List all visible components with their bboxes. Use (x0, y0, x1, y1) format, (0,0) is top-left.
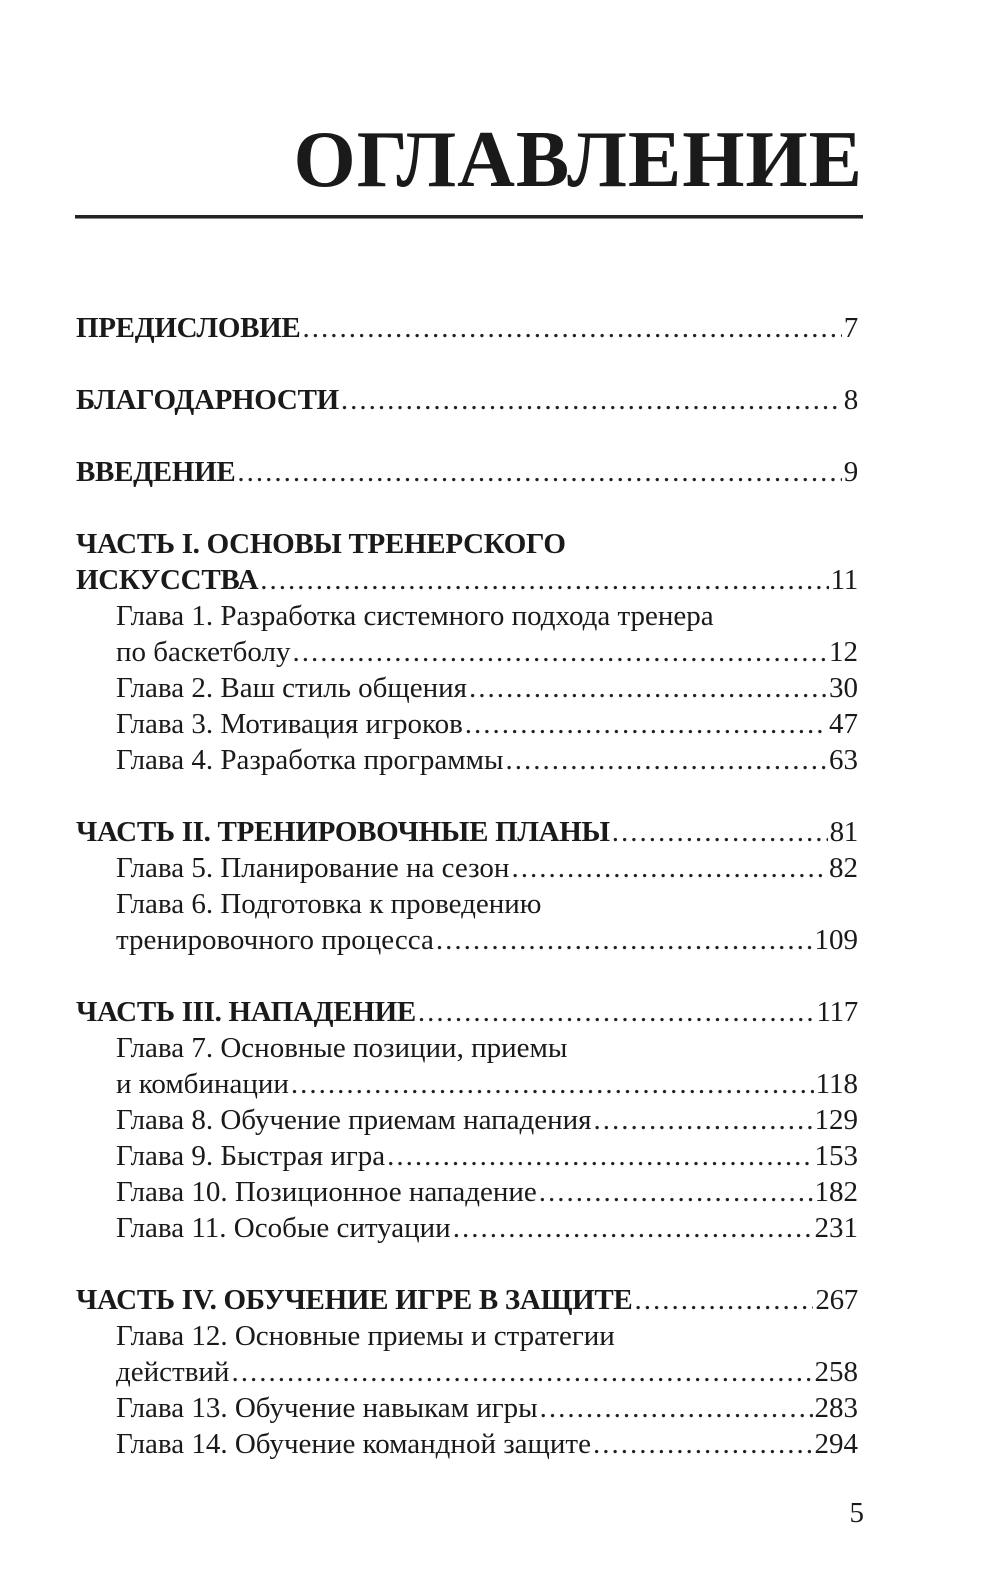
toc-entry-page: 258 (814, 1356, 858, 1388)
toc-entry-label: Глава 1. Разработка системного подхода тренера (116, 600, 714, 632)
toc-entry-page: 82 (829, 852, 858, 884)
toc-entry-page: 47 (829, 708, 858, 740)
toc-entry-label: Глава 6. Подготовка к проведению (116, 888, 542, 920)
dot-leader (453, 1210, 813, 1246)
toc-entry-page: 30 (829, 672, 858, 704)
dot-leader (387, 1138, 812, 1174)
title-rule (75, 215, 863, 219)
toc-chapter-9[interactable] (76, 1138, 858, 1174)
dot-leader (436, 922, 813, 958)
toc-entry-page: 267 (815, 1284, 858, 1316)
dot-leader (260, 562, 828, 598)
dot-leader (418, 994, 815, 1030)
toc-entry-thanks[interactable] (76, 382, 858, 418)
toc-entry-page: 8 (843, 384, 858, 416)
toc-entry-page: 12 (829, 636, 858, 668)
dot-leader (593, 1426, 813, 1462)
dot-leader (293, 634, 827, 670)
toc-chapter-2[interactable] (76, 670, 858, 706)
toc-entry-label: тренировочного процесса (116, 924, 434, 956)
toc-chapter-12[interactable] (76, 1318, 858, 1390)
toc-chapter-11[interactable] (76, 1210, 858, 1246)
toc-entry-label: Глава 10. Позиционное нападение (116, 1176, 537, 1208)
toc-chapter-13[interactable] (76, 1390, 858, 1426)
toc-chapter-7[interactable] (76, 1030, 858, 1102)
dot-leader (539, 1174, 813, 1210)
toc-entry-page: 11 (830, 564, 858, 596)
toc-entry-preface[interactable] (76, 310, 858, 346)
toc-entry-label: Глава 12. Основные приемы и стратегии (116, 1320, 615, 1352)
toc-entry-page: 153 (814, 1140, 858, 1172)
table-of-contents (76, 310, 858, 1462)
toc-chapter-14[interactable] (76, 1426, 858, 1462)
dot-leader (237, 454, 841, 490)
dot-leader (511, 850, 827, 886)
toc-entry-label: Глава 8. Обучение приемам нападения (116, 1104, 592, 1136)
toc-chapter-6[interactable] (76, 886, 858, 958)
toc-entry-label: Глава 9. Быстрая игра (116, 1140, 386, 1172)
toc-chapter-1[interactable] (76, 598, 858, 670)
toc-part-1[interactable] (76, 526, 858, 598)
dot-leader (341, 382, 842, 418)
toc-chapter-10[interactable] (76, 1174, 858, 1210)
toc-entry-page: 231 (814, 1212, 858, 1244)
toc-chapter-8[interactable] (76, 1102, 858, 1138)
toc-chapter-3[interactable] (76, 706, 858, 742)
toc-entry-label: ВВЕДЕНИЕ (76, 456, 236, 488)
toc-entry-label: Глава 4. Разработка программы (116, 744, 504, 776)
toc-entry-label: ЧАСТЬ IV. ОБУЧЕНИЕ ИГРЕ В ЗАЩИТЕ (76, 1284, 633, 1316)
page-number: 5 (849, 1497, 864, 1529)
dot-leader (291, 1066, 814, 1102)
page-title: ОГЛАВЛЕНИЕ (293, 116, 863, 204)
toc-entry-label: действий (116, 1356, 230, 1388)
toc-entry-label: ЧАСТЬ II. ТРЕНИРОВОЧНЫЕ ПЛАНЫ (76, 816, 610, 848)
dot-leader (540, 1390, 813, 1426)
dot-leader (612, 814, 828, 850)
toc-entry-label: по баскетболу (116, 636, 291, 668)
toc-entry-page: 109 (814, 924, 858, 956)
toc-entry-label: Глава 7. Основные позиции, приемы (116, 1032, 568, 1064)
toc-entry-label: Глава 2. Ваш стиль общения (116, 672, 468, 704)
toc-entry-page: 182 (814, 1176, 858, 1208)
toc-chapter-5[interactable] (76, 850, 858, 886)
toc-entry-label: БЛАГОДАРНОСТИ (76, 384, 339, 416)
dot-leader (634, 1282, 813, 1318)
toc-chapter-4[interactable] (76, 742, 858, 778)
dot-leader (465, 706, 827, 742)
toc-entry-label: Глава 5. Планирование на сезон (116, 852, 510, 884)
toc-entry-page: 294 (814, 1428, 858, 1460)
toc-entry-label: Глава 13. Обучение навыкам игры (116, 1392, 538, 1424)
toc-part-2[interactable] (76, 814, 858, 850)
toc-entry-page: 283 (814, 1392, 858, 1424)
toc-entry-page: 7 (843, 312, 858, 344)
dot-leader (302, 310, 841, 346)
toc-entry-page: 81 (829, 816, 858, 848)
toc-entry-label: Глава 14. Обучение командной защите (116, 1428, 591, 1460)
toc-entry-intro[interactable] (76, 454, 858, 490)
toc-entry-page: 63 (829, 744, 858, 776)
toc-entry-label: Глава 3. Мотивация игроков (116, 708, 463, 740)
dot-leader (594, 1102, 813, 1138)
toc-entry-page: 129 (814, 1104, 858, 1136)
toc-entry-label: ИСКУССТВА (76, 564, 259, 596)
dot-leader (469, 670, 827, 706)
toc-entry-page: 118 (815, 1068, 858, 1100)
toc-entry-page: 117 (816, 996, 858, 1028)
toc-entry-page: 9 (843, 456, 858, 488)
toc-part-3[interactable] (76, 994, 858, 1030)
toc-part-4[interactable] (76, 1282, 858, 1318)
dot-leader (231, 1354, 812, 1390)
toc-entry-label: ЧАСТЬ I. ОСНОВЫ ТРЕНЕРСКОГО (76, 528, 566, 560)
toc-entry-label: ЧАСТЬ III. НАПАДЕНИЕ (76, 996, 416, 1028)
dot-leader (505, 742, 827, 778)
toc-entry-label: ПРЕДИСЛОВИЕ (76, 312, 301, 344)
toc-entry-label: Глава 11. Особые ситуации (116, 1212, 451, 1244)
toc-entry-label: и комбинации (116, 1068, 289, 1100)
